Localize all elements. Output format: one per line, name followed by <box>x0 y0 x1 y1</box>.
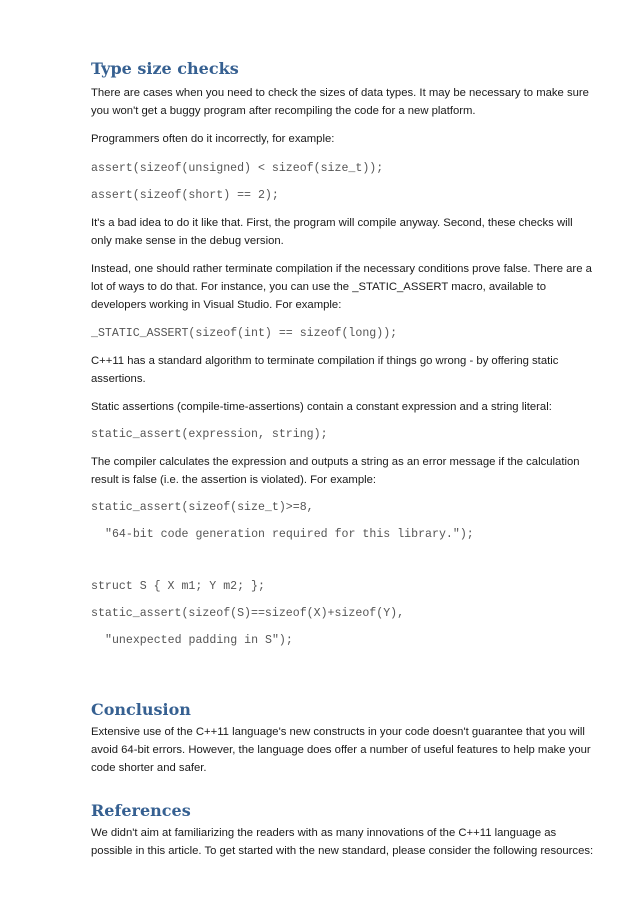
code-line: "64-bit code generation required for this library."); <box>105 528 474 541</box>
paragraph: The compiler calculates the expression and outputs a string as an error message if the calculation result is false (i.e. the assertion is violated). For example: <box>91 456 580 486</box>
code-line: struct S { X m1; Y m2; }; <box>91 580 265 593</box>
paragraph: We didn't aim at familiarizing the readers with as many innovations of the C++11 language as possible in this article. To get started with the new standard, please consider the following resources: <box>91 827 594 857</box>
code-line: _STATIC_ASSERT(sizeof(int) == sizeof(long)); <box>91 327 398 340</box>
paragraph: There are cases when you need to check the sizes of data types. It may be necessary to make sure you won't get a buggy program after recompiling the code for a new platform. <box>91 87 589 117</box>
paragraph: Instead, one should rather terminate compilation if the necessary conditions prove false. There are a lot of ways to do that. For instance, you can use the _STATIC_ASSERT macro, available to developers working in Visual Studio. For example: <box>91 263 592 311</box>
paragraph: Static assertions (compile-time-assertions) contain a constant expression and a string literal: <box>91 401 552 413</box>
code-line: static_assert(sizeof(size_t)>=8, <box>91 501 314 514</box>
code-line: assert(sizeof(unsigned) < sizeof(size_t)); <box>91 162 384 175</box>
code-line: static_assert(expression, string); <box>91 428 328 441</box>
code-line: "unexpected padding in S"); <box>105 634 293 647</box>
paragraph: Programmers often do it incorrectly, for example: <box>91 133 335 145</box>
heading-type-size-checks: Type size checks <box>91 59 239 78</box>
paragraph: C++11 has a standard algorithm to terminate compilation if things go wrong - by offering static assertions. <box>91 355 559 385</box>
heading-references: References <box>91 801 191 820</box>
page-content <box>91 58 596 860</box>
paragraph: It's a bad idea to do it like that. First, the program will compile anyway. Second, these checks will only make sense in the debug version. <box>91 217 573 247</box>
paragraph: Extensive use of the C++11 language's new constructs in your code doesn't guarantee that you will avoid 64-bit errors. However, the language does offer a number of useful features to help make your code shorter and safer. <box>91 726 591 774</box>
code-line: assert(sizeof(short) == 2); <box>91 189 279 202</box>
heading-conclusion: Conclusion <box>91 700 191 719</box>
code-line: static_assert(sizeof(S)==sizeof(X)+sizeof(Y), <box>91 607 405 620</box>
